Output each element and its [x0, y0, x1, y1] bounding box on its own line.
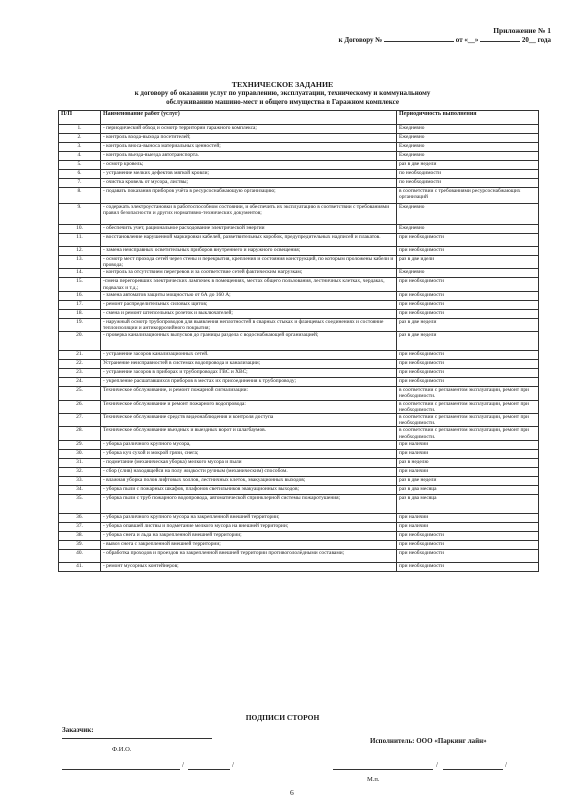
table-row — [59, 513, 539, 522]
row-number: 4. — [59, 152, 101, 161]
row-number: 15. — [59, 278, 101, 291]
row-frequency: Ежедневно — [397, 125, 539, 134]
table-row — [59, 476, 539, 485]
contract-prefix: к Договору № — [338, 36, 383, 44]
row-number: 16. — [59, 291, 101, 300]
row-work-name: Техническое обслуживание и ремонт пожарного водопровода: — [101, 400, 397, 413]
row-work-name: - ремонт мусорных контейнеров; — [101, 562, 397, 571]
header-num: П/П — [59, 111, 101, 125]
row-number: 35. — [59, 494, 101, 513]
row-number: 13. — [59, 256, 101, 269]
contract-year: 20__ года — [521, 36, 551, 44]
row-frequency: по необходимости — [397, 170, 539, 179]
row-number: 37. — [59, 522, 101, 531]
table-row — [59, 161, 539, 170]
row-work-name: - осмотр кровель; — [101, 161, 397, 170]
table-row — [59, 332, 539, 351]
table-row — [59, 522, 539, 531]
table-row — [59, 414, 539, 427]
row-number: 1. — [59, 125, 101, 134]
table-row — [59, 549, 539, 562]
customer-label: Заказчик: — [62, 726, 94, 734]
table-row — [59, 458, 539, 467]
row-number: 26. — [59, 400, 101, 413]
row-frequency: по необходимости — [397, 179, 539, 188]
row-work-name: - контроль входа-выхода посетителей; — [101, 134, 397, 143]
table-row — [59, 540, 539, 549]
row-frequency: при наличии — [397, 440, 539, 449]
row-work-name: - содержать электроустановки в работоспособном состоянии, и обеспечить их эксплуатацию в соответствии с требованиями правил безопасности и других нормативно-технических документов; — [101, 204, 397, 225]
row-work-name: -смена перегоревших электрических лампочек в помещениях, местах общего пользования, лестничных клетках, чердаках, подвалах и т.д.; — [101, 278, 397, 291]
row-frequency: при необходимости — [397, 247, 539, 256]
row-frequency: в соответствии с регламентом эксплуатации, ремонт при необходимости. — [397, 387, 539, 400]
table-row — [59, 300, 539, 309]
table-row — [59, 494, 539, 513]
contract-number-blank — [384, 41, 454, 42]
table-row — [59, 143, 539, 152]
row-number: 29. — [59, 440, 101, 449]
customer-signature-line — [62, 769, 180, 770]
row-work-name: - замена автоматов защиты мощностью от 6А до 160 А; — [101, 291, 397, 300]
row-frequency: Ежедневно — [397, 204, 539, 225]
row-number: 34. — [59, 485, 101, 494]
table-row — [59, 318, 539, 331]
row-number: 6. — [59, 170, 101, 179]
row-number: 36. — [59, 513, 101, 522]
stamp-place-label: М.п. — [367, 776, 380, 783]
table-row — [59, 225, 539, 234]
row-frequency: при необходимости — [397, 300, 539, 309]
table-row — [59, 125, 539, 134]
row-frequency: Ежедневно — [397, 134, 539, 143]
row-work-name: - смена и ремонт штепсельных розеток и выключателей; — [101, 309, 397, 318]
row-number: 20. — [59, 332, 101, 351]
row-work-name: - уборка куч сухой и мокрой грязи, снега; — [101, 449, 397, 458]
row-number: 33. — [59, 476, 101, 485]
row-frequency: раз в две недели — [397, 476, 539, 485]
customer-slash-1: / — [182, 761, 184, 769]
row-frequency: при необходимости — [397, 309, 539, 318]
table-row — [59, 170, 539, 179]
row-frequency: при наличии — [397, 449, 539, 458]
row-frequency: раз в две недели — [397, 318, 539, 331]
row-frequency: при необходимости — [397, 549, 539, 562]
row-frequency: при необходимости — [397, 369, 539, 378]
row-work-name: - устранение засоров канализационных сетей. — [101, 351, 397, 360]
table-header-row — [59, 111, 539, 125]
table-row — [59, 369, 539, 378]
row-work-name: - подметание (механическая уборка) мелкого мусора и пыли — [101, 458, 397, 467]
table-row — [59, 427, 539, 440]
table-row — [59, 188, 539, 204]
table-row — [59, 387, 539, 400]
row-work-name: - ремонт распределительных силовых щитов; — [101, 300, 397, 309]
row-number: 28. — [59, 427, 101, 440]
row-frequency: при необходимости — [397, 234, 539, 247]
row-number: 24. — [59, 378, 101, 387]
row-work-name: Техническое обслуживание, и ремонт пожарной сигнализации: — [101, 387, 397, 400]
row-frequency: Ежедневно — [397, 152, 539, 161]
executor-slash-1: / — [436, 761, 438, 769]
row-frequency: раз в две недели — [397, 332, 539, 351]
executor-signature-line — [333, 769, 433, 770]
customer-initials-line — [188, 769, 230, 770]
table-row — [59, 485, 539, 494]
row-number: 23. — [59, 369, 101, 378]
row-number: 14. — [59, 269, 101, 278]
row-work-name: - подавать показания приборов учёта в ресурсоснабжающую организацию; — [101, 188, 397, 204]
table-row — [59, 467, 539, 476]
row-frequency: при необходимости — [397, 378, 539, 387]
table-row — [59, 291, 539, 300]
row-frequency: в соответствии с требованиями ресурсоснабжающих организаций — [397, 188, 539, 204]
row-work-name: - контроль вноса-выноса материальных ценностей; — [101, 143, 397, 152]
table-row — [59, 309, 539, 318]
fio-label: Ф.И.О. — [112, 746, 132, 753]
row-work-name: - вывоз снега с закрепленной внешней территории; — [101, 540, 397, 549]
table-row — [59, 247, 539, 256]
table-row — [59, 440, 539, 449]
document-subtitle — [0, 89, 565, 106]
table-row — [59, 562, 539, 571]
row-work-name: - уборка различного крупного мусора, — [101, 440, 397, 449]
row-work-name: - уборка пыли с труб пожарного водопровода, автоматической спринклерной системы пожаротушения; — [101, 494, 397, 513]
header-name: Наименование работ (услуг) — [101, 111, 397, 125]
signatures-title: ПОДПИСИ СТОРОН — [245, 713, 320, 722]
row-number: 9. — [59, 204, 101, 225]
row-work-name: - уборка различного крупного мусора на закрепленной внешней территории; — [101, 513, 397, 522]
table-row — [59, 378, 539, 387]
row-number: 19. — [59, 318, 101, 331]
row-work-name: - устранение засоров в приборах и трубопроводах ГВС и ХВС; — [101, 369, 397, 378]
executor-initials-line — [443, 769, 503, 770]
contract-date-blank — [480, 41, 520, 42]
row-frequency: при необходимости — [397, 562, 539, 571]
row-number: 18. — [59, 309, 101, 318]
row-work-name: - восстановление нарушенной маркировки кабелей, разветвительных коробок, предупредительных надписей и плакатов. — [101, 234, 397, 247]
row-number: 39. — [59, 540, 101, 549]
row-number: 17. — [59, 300, 101, 309]
row-frequency: в соответствии с регламентом эксплуатации, ремонт при необходимости. — [397, 414, 539, 427]
row-frequency: Ежедневно — [397, 225, 539, 234]
row-number: 22. — [59, 360, 101, 369]
row-number: 2. — [59, 134, 101, 143]
row-frequency: в соответствии с регламентом эксплуатации, ремонт при необходимости. — [397, 427, 539, 440]
row-number: 3. — [59, 143, 101, 152]
header-frequency: Периодичность выполнения — [397, 111, 539, 125]
row-number: 41. — [59, 562, 101, 571]
row-work-name: - уборка пыли с пожарных шкафов, плафонов светильников эвакуационных выходов; — [101, 485, 397, 494]
row-number: 10. — [59, 225, 101, 234]
customer-name-line — [62, 738, 212, 739]
row-number: 11. — [59, 234, 101, 247]
row-work-name: - устранение мелких дефектов мягкой кровли; — [101, 170, 397, 179]
row-work-name: - проверка канализационных выпусков до границы раздела с водоснабжающей организацией; — [101, 332, 397, 351]
row-number: 30. — [59, 449, 101, 458]
row-number: 31. — [59, 458, 101, 467]
executor-label: Исполнитель: ООО «Паркинг лайн» — [370, 737, 487, 745]
row-frequency: раз в два месяца — [397, 494, 539, 513]
row-number: 27. — [59, 414, 101, 427]
document-title: ТЕХНИЧЕСКОЕ ЗАДАНИЕ — [231, 80, 334, 89]
row-work-name: - сбор (слив) находящейся на полу жидкости ручным (механическим) способом. — [101, 467, 397, 476]
row-work-name: - укрепление расшатавшихся приборов в местах их присоединения к трубопроводу; — [101, 378, 397, 387]
row-frequency: при наличии — [397, 513, 539, 522]
contract-from: от «__» — [455, 36, 479, 44]
row-work-name: Техническое обслуживание средств видеонаблюдения и контроля доступа — [101, 414, 397, 427]
row-work-name: - осмотр мест прохода сетей через стены и перекрытия, крепления и состояния конструкций, по которым проложены кабели и провода; — [101, 256, 397, 269]
row-work-name: - замена неисправных осветительных приборов внутреннего и наружного освещения; — [101, 247, 397, 256]
table-row — [59, 152, 539, 161]
row-frequency: раз в две идели — [397, 256, 539, 269]
row-number: 8. — [59, 188, 101, 204]
row-frequency: при необходимости — [397, 360, 539, 369]
row-frequency: при наличии — [397, 522, 539, 531]
row-work-name: - наружный осмотр трубопроводов для выявления неплотностей в сварных стыках и фланцевых соединениях и состояние теплоизоляции и антикоррозийного покрытия; — [101, 318, 397, 331]
table-row — [59, 351, 539, 360]
table-row — [59, 360, 539, 369]
subtitle-line-1: к договору об оказании услуг по управлению, эксплуатации, техническому и коммунальному — [134, 89, 431, 97]
row-frequency: Ежедневно — [397, 269, 539, 278]
row-frequency: раз в два месяца — [397, 485, 539, 494]
row-frequency: раз в две недели — [397, 161, 539, 170]
row-number: 5. — [59, 161, 101, 170]
row-number: 38. — [59, 531, 101, 540]
row-frequency: при необходимости — [397, 291, 539, 300]
customer-slash-2: / — [232, 761, 234, 769]
table-row — [59, 269, 539, 278]
row-number: 21. — [59, 351, 101, 360]
table-row — [59, 134, 539, 143]
table-row — [59, 234, 539, 247]
row-work-name: - обеспечить учет, рациональное расходование электрической энергии — [101, 225, 397, 234]
table-row — [59, 179, 539, 188]
row-frequency: при необходимости — [397, 531, 539, 540]
appendix-label: Приложение № 1 — [493, 26, 551, 35]
table-row — [59, 400, 539, 413]
executor-slash-2: / — [505, 761, 507, 769]
row-number: 40. — [59, 549, 101, 562]
row-number: 25. — [59, 387, 101, 400]
row-work-name: - уборка опавшей листвы и подметание мелкого мусора на внешней территории; — [101, 522, 397, 531]
row-frequency: при наличии — [397, 467, 539, 476]
row-frequency: раз в неделю — [397, 458, 539, 467]
table-row — [59, 278, 539, 291]
row-frequency: при необходимости — [397, 351, 539, 360]
works-table — [58, 110, 539, 572]
row-frequency: в соответствии с регламентом эксплуатации, ремонт при необходимости. — [397, 400, 539, 413]
row-number: 12. — [59, 247, 101, 256]
table-row — [59, 204, 539, 225]
subtitle-line-2: обслуживанию машино-мест и общего имущества в Гаражном комплексе — [166, 97, 399, 106]
row-number: 7. — [59, 179, 101, 188]
row-work-name: - уборка снега и льда на закрепленной внешней территории; — [101, 531, 397, 540]
row-work-name: - очистка кровель от мусора, листвы; — [101, 179, 397, 188]
page-number: 6 — [290, 788, 294, 797]
row-frequency: Ежедневно — [397, 143, 539, 152]
row-work-name: Техническое обслуживание въездных и выездных ворот и шлагбаумов. — [101, 427, 397, 440]
table-row — [59, 256, 539, 269]
table-row — [59, 531, 539, 540]
row-work-name: Устранение неисправностей в системах водопровода и канализации; — [101, 360, 397, 369]
row-frequency: при необходимости — [397, 540, 539, 549]
table-body — [59, 125, 539, 572]
row-frequency: при необходимости — [397, 278, 539, 291]
row-work-name: - влажная уборка полов лифтовых холлов, лестничных клеток, эвакуационных выходов; — [101, 476, 397, 485]
row-number: 32. — [59, 467, 101, 476]
row-work-name: - контроль въезда-выезда автотранспорта. — [101, 152, 397, 161]
contract-reference — [339, 36, 551, 44]
row-work-name: - периодический обход и осмотр территории гаражного комплекса; — [101, 125, 397, 134]
row-work-name: - обработка проходов и проездов на закрепленной внешней территории противогололёдными составами; — [101, 549, 397, 562]
row-work-name: - контроль за отсутствием перегревов и за соответствие сетей фактическим нагрузкам; — [101, 269, 397, 278]
table-row — [59, 449, 539, 458]
